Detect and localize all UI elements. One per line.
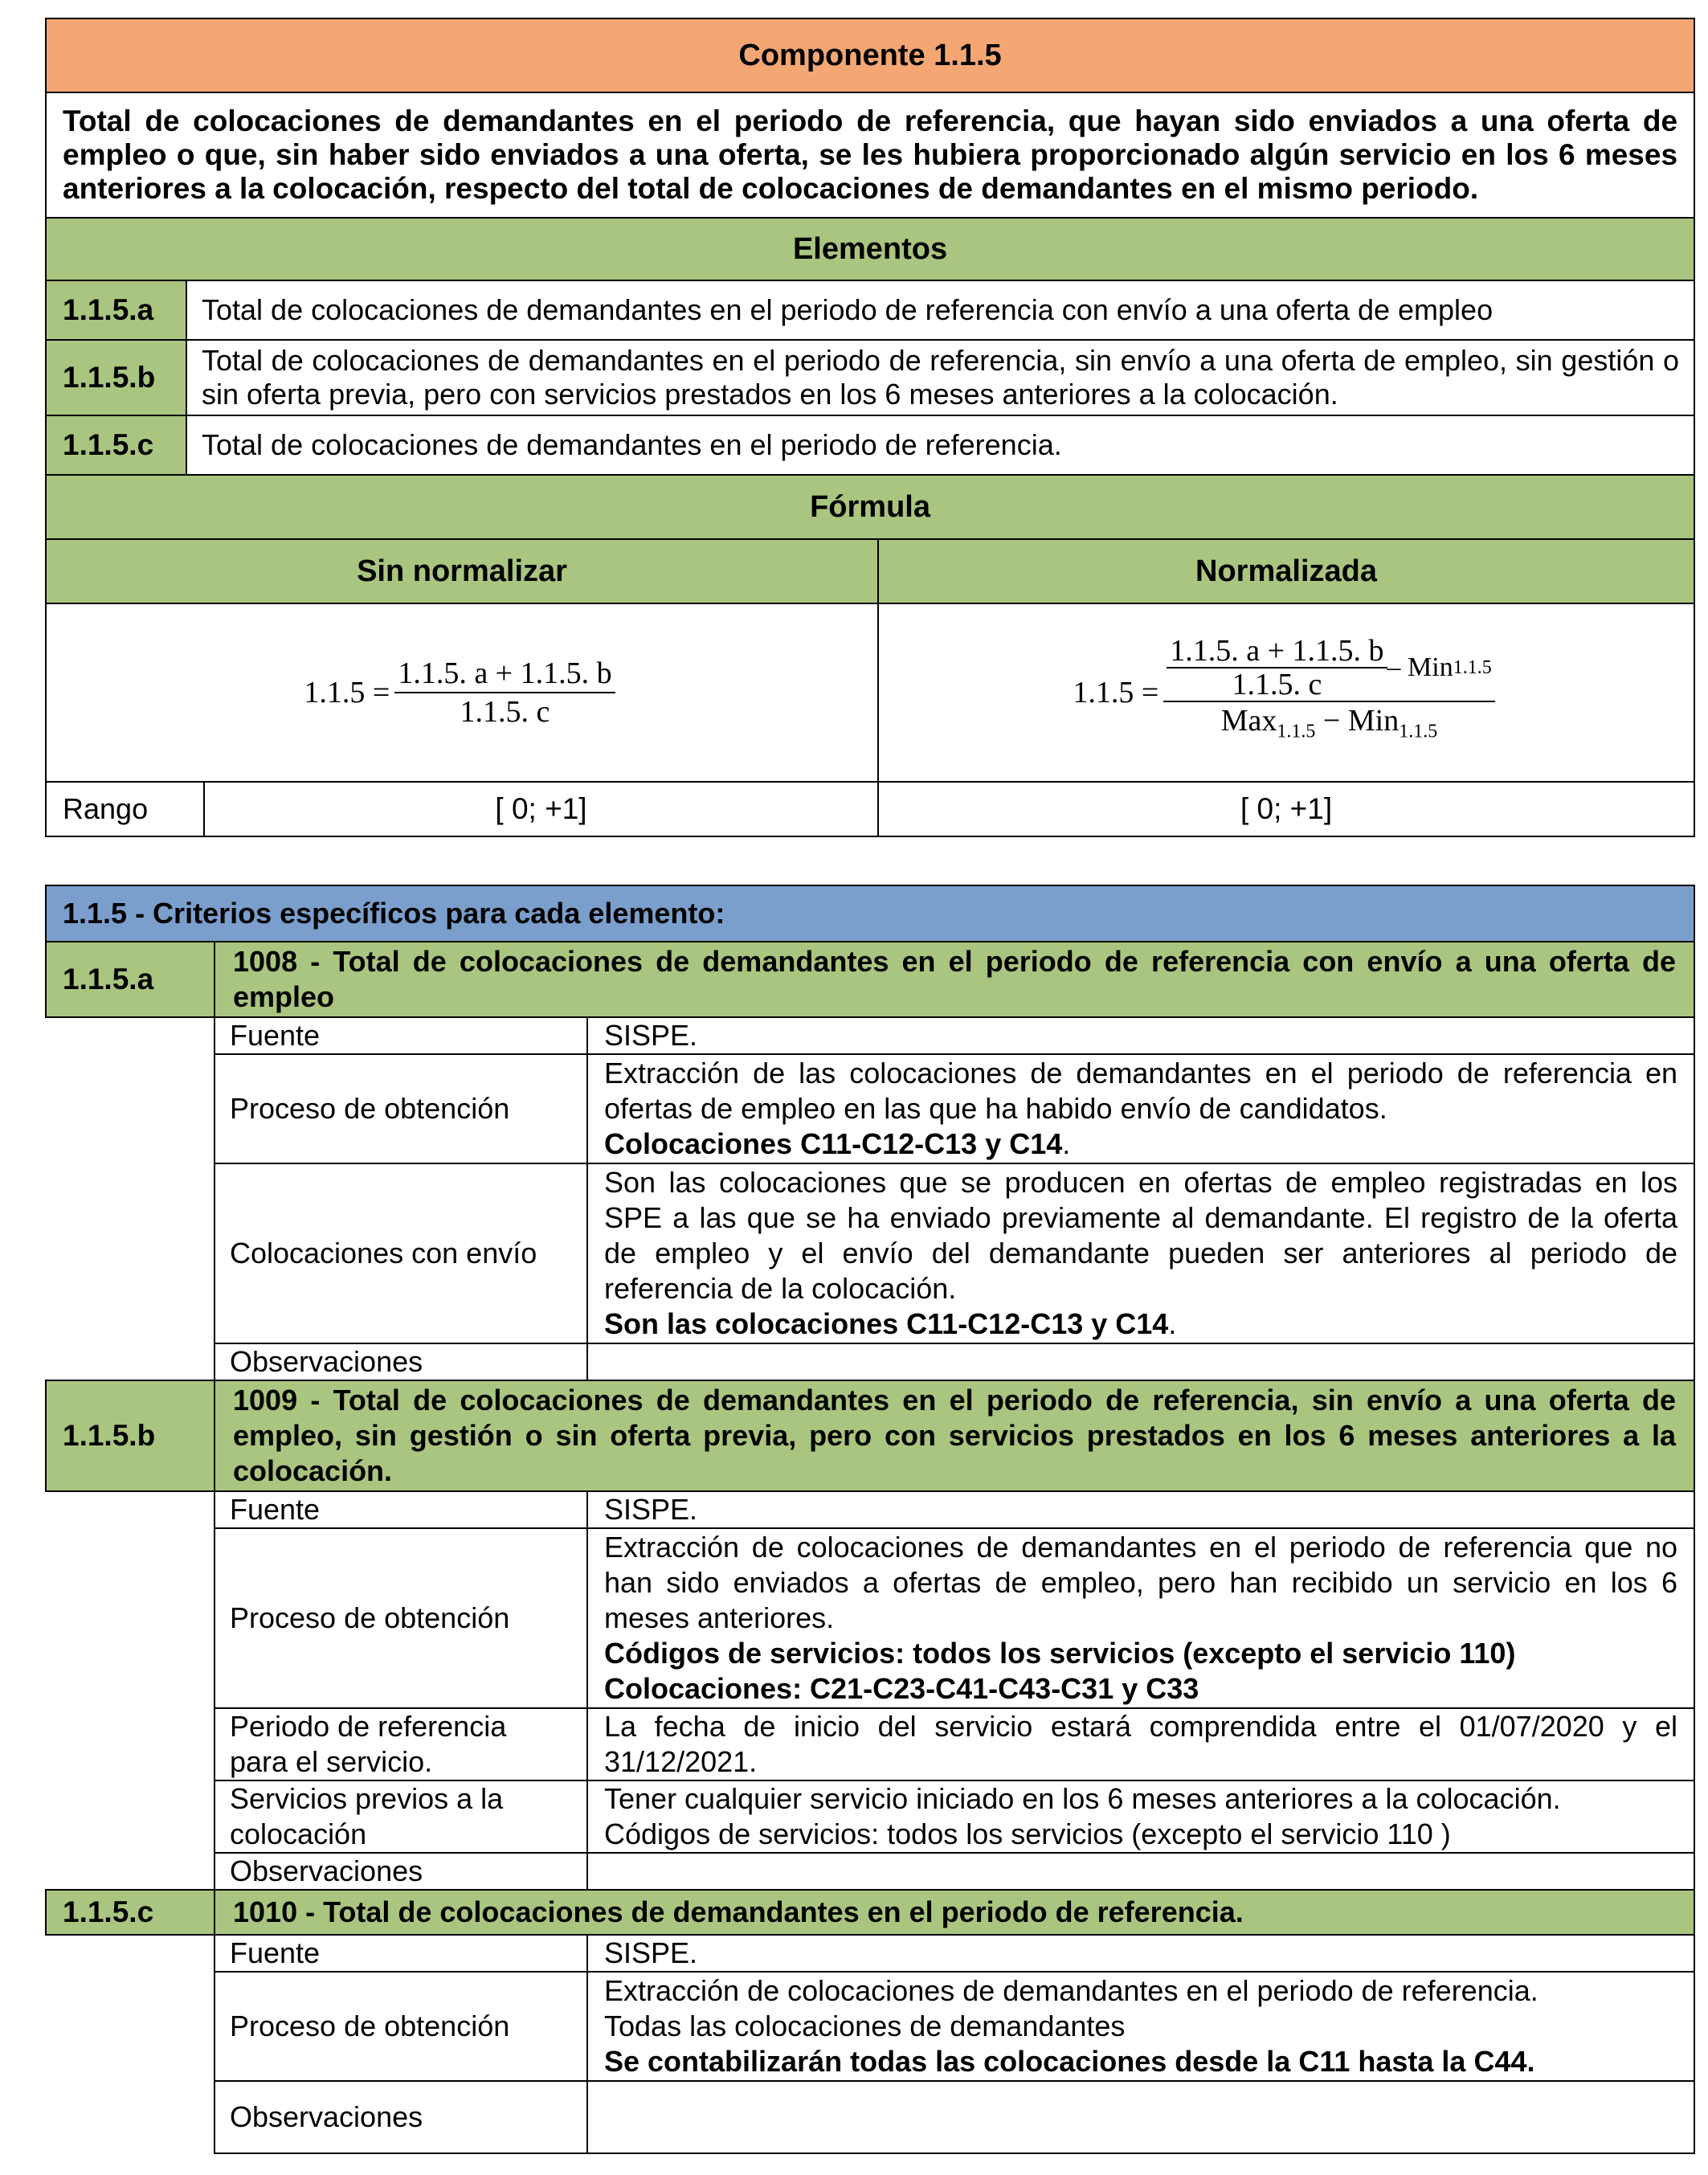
formula-denominator: 1.1.5. c <box>460 695 550 729</box>
observaciones-label: Observaciones <box>215 2081 587 2153</box>
proceso-label: Proceso de obtención <box>215 1972 587 2081</box>
formula-header: Fórmula <box>46 475 1694 539</box>
minus-min-den: − Min <box>1315 704 1399 738</box>
fuente-value: SISPE. <box>587 1017 1694 1054</box>
formula-normalized <box>878 603 1694 782</box>
proceso-bold: Se contabilizarán todas las colocaciones desde la C11 hasta la C44. <box>604 2045 1535 2078</box>
spacer <box>46 1491 215 1528</box>
spacer <box>46 1343 215 1380</box>
proceso-bold: Colocaciones C11-C12-C13 y C14 <box>604 1127 1063 1160</box>
fuente-label: Fuente <box>215 1017 587 1054</box>
elements-header: Elementos <box>46 218 1694 280</box>
observaciones-label: Observaciones <box>215 1343 587 1380</box>
observaciones-value <box>587 1853 1694 1890</box>
normalizada-header: Normalizada <box>878 539 1694 603</box>
component-title: Componente 1.1.5 <box>46 18 1694 92</box>
formula-lhs: 1.1.5 = <box>304 676 390 709</box>
spacer <box>46 1972 215 2081</box>
spacer <box>46 1017 215 1054</box>
fuente-value: SISPE. <box>587 1935 1694 1972</box>
criteria-code-a: 1.1.5.a <box>46 942 215 1017</box>
min-subscript: 1.1.5 <box>1453 657 1492 679</box>
criteria-code-c: 1.1.5.c <box>46 1890 215 1935</box>
periodo-label: Periodo de referencia para el servicio. <box>215 1708 587 1780</box>
proceso-text-1: Extracción de colocaciones de demandantes en el periodo de referencia. <box>604 1974 1538 2007</box>
envio-label: Colocaciones con envío <box>215 1163 587 1343</box>
fuente-value: SISPE. <box>587 1491 1694 1528</box>
criteria-title-c: 1010 - Total de colocaciones de demandantes en el periodo de referencia. <box>215 1890 1694 1935</box>
proceso-tail: . <box>1062 1127 1071 1160</box>
proceso-label: Proceso de obtención <box>215 1528 587 1708</box>
spacer <box>46 1853 215 1890</box>
proceso-label: Proceso de obtención <box>215 1054 587 1163</box>
criteria-code-b: 1.1.5.b <box>46 1380 215 1491</box>
range-label: Rango <box>46 782 204 836</box>
element-text: Total de colocaciones de demandantes en el periodo de referencia, sin envío a una oferta de empleo, sin gestión o sin oferta previa, pero con servicios prestados en los 6 meses anteriores a la colocación. <box>186 340 1694 415</box>
observaciones-label: Observaciones <box>215 1853 587 1890</box>
proceso-value <box>587 1972 1694 2081</box>
proceso-value <box>587 1528 1694 1708</box>
spacer <box>46 1528 215 1708</box>
formula-lhs: 1.1.5 = <box>1073 676 1159 709</box>
proceso-text: Extracción de las colocaciones de demandantes en el periodo de referencia en ofertas de empleo en las que ha habido envío de candidatos. <box>604 1057 1678 1125</box>
element-code: 1.1.5.a <box>46 280 186 340</box>
observaciones-value <box>587 2081 1694 2153</box>
spacer <box>46 2081 215 2153</box>
criteria-header: 1.1.5 - Criterios específicos para cada elemento: <box>46 885 1694 942</box>
max-subscript: 1.1.5 <box>1277 721 1316 742</box>
spacer <box>46 1163 215 1343</box>
max-label: Max <box>1220 704 1277 738</box>
proceso-text: Extracción de colocaciones de demandantes en el periodo de referencia que no han sido enviados a ofertas de empleo, pero han recibido un servicio en los 6 meses anteriores. <box>604 1531 1678 1634</box>
range-normalized: [ 0; +1] <box>878 782 1694 836</box>
spacer <box>46 1054 215 1163</box>
formula-raw <box>46 603 878 782</box>
proceso-bold-2: Colocaciones: C21-C23-C41-C43-C31 y C33 <box>604 1672 1199 1705</box>
spacer <box>46 1780 215 1853</box>
element-code: 1.1.5.c <box>46 415 186 475</box>
previos-label: Servicios previos a la colocación <box>215 1780 587 1853</box>
observaciones-value <box>587 1343 1694 1380</box>
proceso-bold-1: Códigos de servicios: todos los servicios (excepto el servicio 110) <box>604 1637 1516 1670</box>
inner-denominator: 1.1.5. c <box>1232 668 1322 702</box>
fuente-label: Fuente <box>215 1935 587 1972</box>
spacer <box>46 1935 215 1972</box>
envio-text: Son las colocaciones que se producen en ofertas de empleo registradas en los SPE a las que se ha enviado previamente al demandante. El registro de la oferta de empleo y el envío del demandante pueden ser anteriores al periodo de referencia de la colocación. <box>604 1166 1678 1305</box>
previos-text-1: Tener cualquier servicio iniciado en los 6 meses anteriores a la colocación. <box>604 1782 1561 1815</box>
inner-numerator: 1.1.5. a + 1.1.5. b <box>1167 635 1387 668</box>
sin-normalizar-header: Sin normalizar <box>46 539 878 603</box>
proceso-text-2: Todas las colocaciones de demandantes <box>604 2009 1126 2042</box>
envio-tail: . <box>1168 1307 1177 1340</box>
criteria-title-b: 1009 - Total de colocaciones de demandantes en el periodo de referencia, sin envío a una oferta de empleo, sin gestión o sin oferta previa, pero con servicios prestados en los 6 meses anteriores a la colocación. <box>215 1380 1694 1491</box>
component-description: Total de colocaciones de demandantes en el periodo de referencia, que hayan sido enviados a una oferta de empleo o que, sin haber sido enviados a una oferta, se les hubiera proporcionado algún servicio en los 6 meses anteriores a la colocación, respecto del total de colocaciones de demandantes en el mismo periodo. <box>46 92 1694 218</box>
formula-numerator: 1.1.5. a + 1.1.5. b <box>394 655 615 693</box>
envio-value <box>587 1163 1694 1343</box>
component-table <box>45 18 1695 837</box>
element-text: Total de colocaciones de demandantes en el periodo de referencia. <box>186 415 1694 475</box>
periodo-value: La fecha de inicio del servicio estará comprendida entre el 01/07/2020 y el 31/12/2021. <box>587 1708 1694 1780</box>
previos-value <box>587 1780 1694 1853</box>
range-raw: [ 0; +1] <box>204 782 878 836</box>
element-text: Total de colocaciones de demandantes en el periodo de referencia con envío a una oferta de empleo <box>186 280 1694 340</box>
element-code: 1.1.5.b <box>46 340 186 415</box>
proceso-value <box>587 1054 1694 1163</box>
envio-bold: Son las colocaciones C11-C12-C13 y C14 <box>604 1307 1169 1340</box>
fuente-label: Fuente <box>215 1491 587 1528</box>
spacer <box>46 1708 215 1780</box>
previos-text-2: Códigos de servicios: todos los servicios (excepto el servicio 110 ) <box>604 1817 1451 1850</box>
min-subscript-den: 1.1.5 <box>1399 721 1438 742</box>
minus-min: – Min <box>1387 652 1453 683</box>
criteria-title-a: 1008 - Total de colocaciones de demandantes en el periodo de referencia con envío a una oferta de empleo <box>215 942 1694 1017</box>
criteria-table <box>45 885 1695 2154</box>
